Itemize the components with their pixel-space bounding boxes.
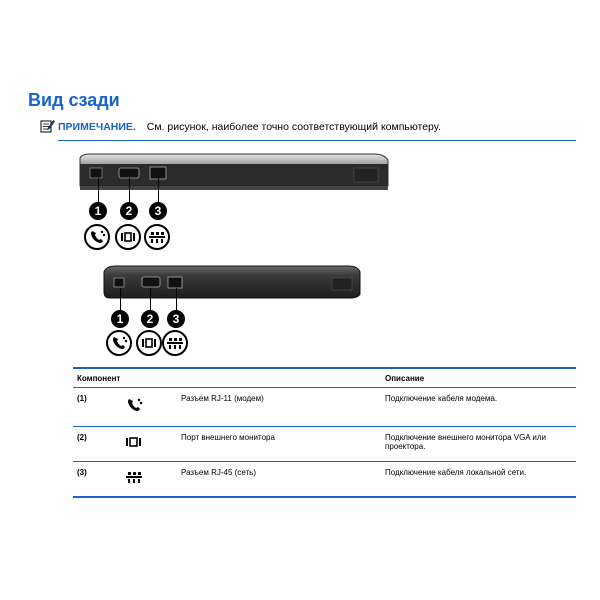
note [58, 121, 441, 133]
component-description: Подключение кабеля модема. [381, 388, 576, 427]
network-port-icon [144, 224, 170, 250]
phone-jack-icon [119, 388, 177, 427]
row-number: (2) [73, 427, 119, 462]
phone-jack-icon [84, 224, 110, 250]
rear-view-figure-2 [100, 262, 370, 362]
callout-1: 1 [111, 310, 129, 328]
callout-3: 3 [167, 310, 185, 328]
monitor-port-icon [115, 224, 141, 250]
component-name: Разъем RJ-45 (сеть) [177, 462, 381, 498]
component-name: Порт внешнего монитора [177, 427, 381, 462]
note-label: ПРИМЕЧАНИЕ. [58, 121, 136, 133]
table-row [73, 388, 576, 427]
callout-1: 1 [89, 202, 107, 220]
row-number: (1) [73, 388, 119, 427]
row-number: (3) [73, 462, 119, 498]
monitor-port-icon [119, 427, 177, 462]
network-port-icon [162, 330, 188, 356]
page-title: Вид сзади [28, 90, 120, 110]
network-port-icon [119, 462, 177, 498]
header-description: Описание [385, 374, 425, 383]
callout-3: 3 [149, 202, 167, 220]
note-divider [58, 140, 576, 141]
laptop-rear-illustration-1 [76, 152, 396, 194]
note-text: См. рисунок, наиболее точно соответствующий компьютеру. [146, 121, 441, 133]
note-pencil-icon [40, 119, 55, 136]
rear-view-figure-1 [76, 150, 396, 250]
phone-jack-icon [106, 330, 132, 356]
header-component: Компонент [77, 374, 121, 383]
component-name: Разъем RJ-11 (модем) [177, 388, 381, 427]
component-description: Подключение внешнего монитора VGA или проектора. [381, 427, 576, 462]
table-row [73, 462, 576, 498]
callout-2: 2 [141, 310, 159, 328]
component-description: Подключение кабеля локальной сети. [381, 462, 576, 498]
callout-2: 2 [120, 202, 138, 220]
components-table [73, 367, 576, 498]
table-row [73, 427, 576, 462]
laptop-rear-illustration-2 [100, 264, 364, 302]
table-header-row [73, 368, 576, 388]
monitor-port-icon [136, 330, 162, 356]
